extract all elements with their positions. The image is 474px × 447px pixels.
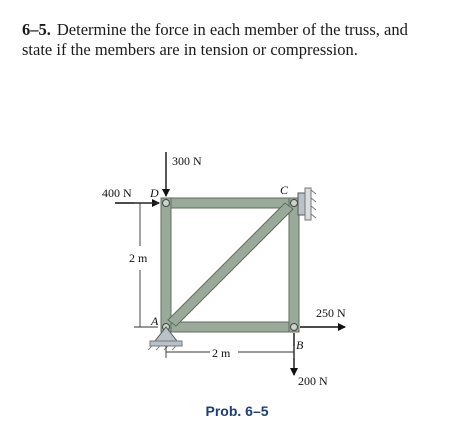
member-dc (164, 198, 296, 208)
pin-c (291, 200, 298, 207)
problem-number: 6–5. (22, 20, 51, 39)
label-width: 2 m (212, 346, 231, 360)
label-400n: 400 N (102, 186, 132, 200)
label-joint-d: D (150, 186, 159, 200)
member-ac (168, 203, 293, 326)
label-height: 2 m (129, 251, 148, 265)
support-c (298, 188, 316, 220)
problem-line-2: state if the members are in tension or compression. (22, 40, 358, 59)
label-joint-c: C (280, 183, 289, 197)
label-joint-a: A (151, 314, 159, 328)
member-cb (289, 198, 299, 332)
problem-text-1: Determine the force in each member of the truss, and (56, 20, 408, 39)
label-250n: 250 N (316, 306, 346, 320)
pin-d (163, 200, 170, 207)
figure-caption: Prob. 6–5 (205, 403, 269, 419)
label-200n: 200 N (298, 374, 328, 388)
label-joint-b: B (296, 338, 304, 352)
member-da (161, 198, 171, 332)
pin-b (291, 324, 298, 331)
label-300n: 300 N (172, 154, 202, 168)
truss-members (161, 198, 299, 332)
member-ab (164, 322, 296, 332)
